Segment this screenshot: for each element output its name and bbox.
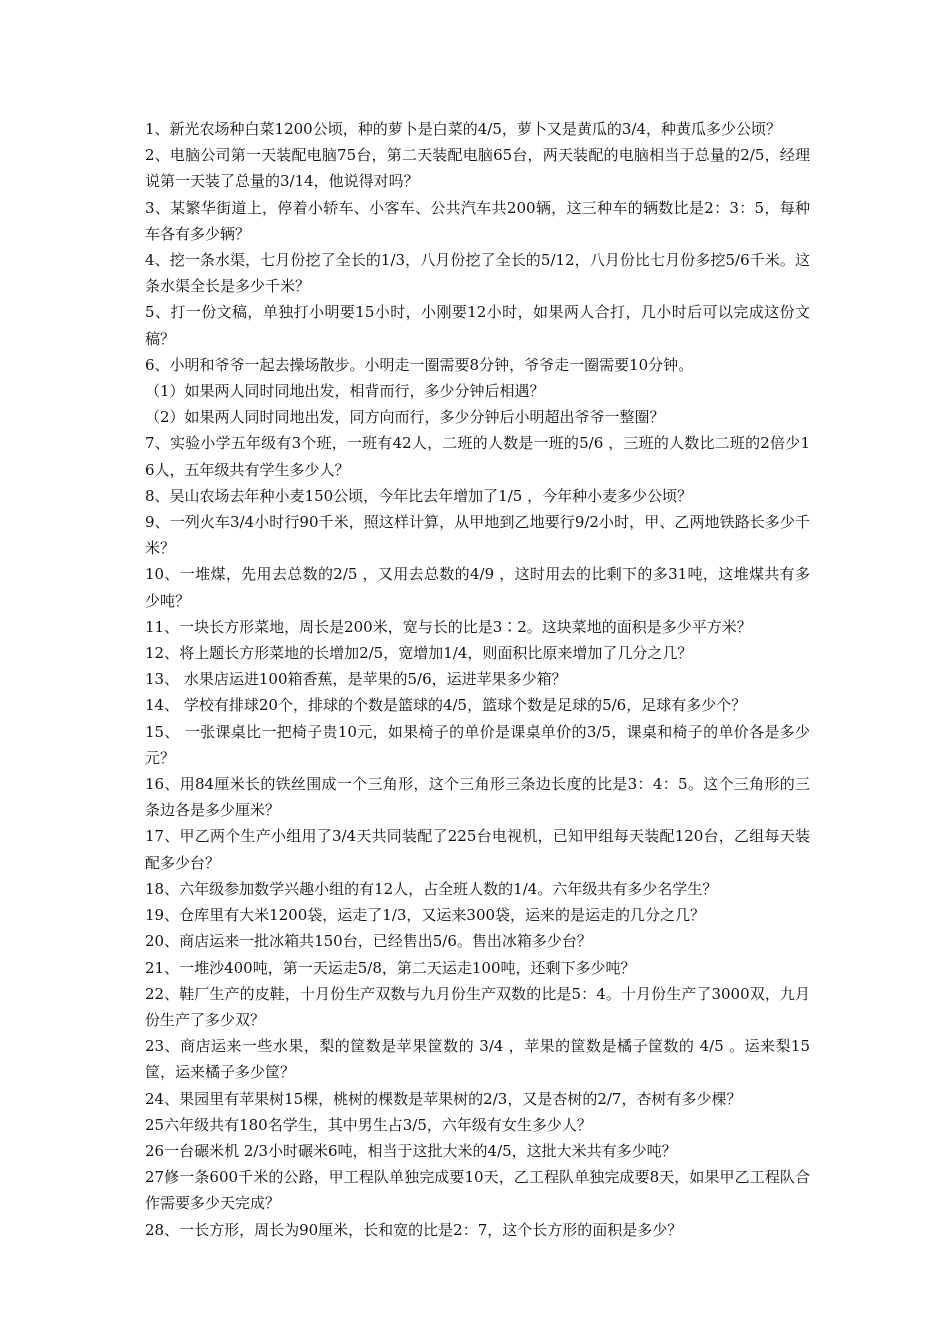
problem-4: 4、挖一条水渠，七月份挖了全长的1/3，八月份挖了全长的5/12，八月份比七月份多挖5/6千米。这条水渠全长是多少千米？: [145, 251, 810, 296]
problem-5: 5、打一份文稿，单独打小明要15小时，小刚要12小时，如果两人合打，几小时后可以完成这份文稿？: [145, 303, 810, 348]
problem-1: 1、新光农场种白菜1200公顷，种的萝卜是白菜的4/5，萝卜又是黄瓜的3/4，种黄瓜多少公顷？: [145, 120, 782, 138]
problem-11: 11、一块长方形菜地，周长是200米，宽与长的比是3∶2。这块菜地的面积是多少平方米？: [145, 617, 752, 636]
problem-28: 28、一长方形，周长为90厘米，长和宽的比是2：7，这个长方形的面积是多少？: [145, 1220, 683, 1239]
problem-18: 18、六年级参加数学兴趣小组的有12人，占全班人数的1/4。六年级共有多少名学生？: [145, 879, 718, 898]
problem-2: 2、电脑公司第一天装配电脑75台，第二天装配电脑65台，两天装配的电脑相当于总量的2/5，经理说第一天装了总量的3/14，他说得对吗？: [145, 146, 810, 191]
problem-16: 16、用84厘米长的铁丝围成一个三角形，这个三角形三条边长度的比是3：4：5。这个三角形的三条边各是多少厘米？: [145, 775, 810, 820]
problem-20: 20、商店运来一批冰箱共150台，已经售出5/6。售出冰箱多少台？: [145, 932, 592, 951]
problem-8: 8、吴山农场去年种小麦150公顷，今年比去年增加了1/5 ，今年种小麦多少公顷？: [145, 486, 693, 505]
problem-6-part-1: （1）如果两人同时同地出发，相背而行，多少分钟后相遇？: [145, 382, 545, 401]
problem-7: 7、实验小学五年级有3个班，一班有42人，二班的人数是一班的5/6 ，三班的人数比二班的2倍少16人，五年级共有学生多少人？: [145, 434, 810, 479]
problem-15: 15、 一张课桌比一把椅子贵10元，如果椅子的单价是课桌单价的3/5，课桌和椅子的单价各是多少元？: [145, 722, 810, 767]
problem-22: 22、鞋厂生产的皮鞋，十月份生产双数与九月份生产双数的比是5：4。十月份生产了3000双，九月份生产了多少双？: [145, 984, 810, 1029]
problem-27: 27修一条600千米的公路，甲工程队单独完成要10天，乙工程队单独完成要8天，如果甲乙工程队合作需要多少天完成？: [145, 1168, 810, 1213]
problem-list: [145, 116, 810, 1243]
problem-26: 26一台碾米机 2/3小时碾米6吨，相当于这批大米的4/5，这批大米共有多少吨？: [145, 1141, 677, 1160]
problem-6: 6、小明和爷爷一起去操场散步。小明走一圈需要8分钟，爷爷走一圈需要10分钟。: [145, 355, 694, 374]
problem-21: 21、一堆沙400吨，第一天运走5/8，第二天运走100吨，还剩下多少吨？: [145, 958, 636, 977]
problem-12: 12、将上题长方形菜地的长增加2/5，宽增加1/4，则面积比原来增加了几分之几？: [145, 644, 693, 663]
problem-23: 23、商店运来一些水果，梨的筐数是苹果筐数的 3/4 ，苹果的筐数是橘子筐数的 4/5 。运来梨15筐，运来橘子多少筐？: [145, 1037, 810, 1082]
problem-17: 17、甲乙两个生产小组用了3/4天共同装配了225台电视机，已知甲组每天装配120台，乙组每天装配多少台？: [145, 827, 810, 872]
problem-9: 9、一列火车3/4小时行90千米，照这样计算，从甲地到乙地要行9/2小时，甲、乙两地铁路长多少千米？: [145, 513, 810, 558]
problem-14: 14、 学校有排球20个，排球的个数是篮球的4/5，篮球个数是足球的5/6，足球有多少个？: [145, 696, 747, 715]
problem-3: 3、某繁华街道上，停着小轿车、小客车、公共汽车共200辆，这三种车的辆数比是2：3：5，每种车各有多少辆？: [145, 198, 810, 243]
problem-10: 10、一堆煤，先用去总数的2/5 ，又用去总数的4/9 ，这时用去的比剩下的多31吨，这堆煤共有多少吨？: [145, 565, 810, 610]
problem-6-part-2: （2）如果两人同时同地出发，同方向而行，多少分钟后小明超出爷爷一整圈？: [145, 408, 665, 427]
problem-25: 25六年级共有180名学生，其中男生占3/5，六年级有女生多少人？: [145, 1115, 592, 1134]
problem-19: 19、仓库里有大米1200袋，运走了1/3，又运来300袋，运来的是运走的几分之几？: [145, 906, 706, 925]
problem-13: 13、 水果店运进100箱香蕉，是苹果的5/6，运进苹果多少箱？: [145, 670, 567, 689]
problem-24: 24、果园里有苹果树15棵，桃树的棵数是苹果树的2/3，又是杏树的2/7，杏树有多少棵？: [145, 1089, 742, 1108]
